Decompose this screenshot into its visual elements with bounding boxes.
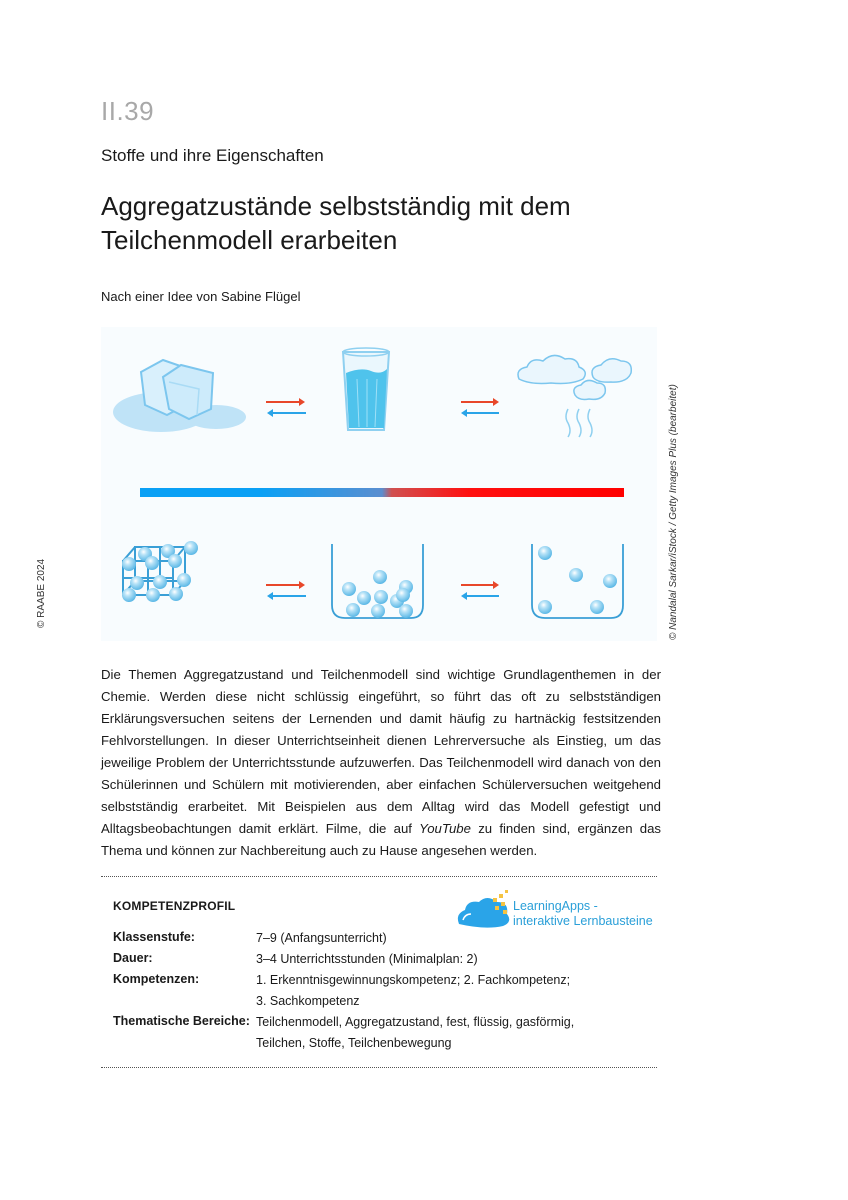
- row-value-klassenstufe: 7–9 (Anfangsunterricht): [256, 931, 387, 945]
- row-value-line: Teilchenmodell, Aggregatzustand, fest, flüssig, gasförmig,: [256, 1015, 575, 1029]
- row-value-line: 1. Erkenntnisgewinnungskompetenz; 2. Fachkompetenz;: [256, 973, 571, 987]
- title-line-2: Teilchenmodell erarbeiten: [101, 225, 398, 255]
- row-value-dauer: 3–4 Unterrichtsstunden (Minimalplan: 2): [256, 952, 478, 966]
- equilibrium-arrow-icon: [266, 581, 306, 600]
- intro-paragraph: [101, 664, 661, 862]
- image-credit: © Nandalal Sarkar/iStock / Getty Images Plus (bearbeitet): [668, 384, 679, 640]
- row-value-kompetenzen: [256, 970, 656, 1012]
- intro-emphasis: YouTube: [419, 821, 471, 836]
- row-label-dauer: Dauer:: [113, 951, 153, 965]
- row-value-line: 3. Sachkompetenz: [256, 994, 360, 1008]
- row-label-kompetenzen: Kompetenzen:: [113, 972, 200, 986]
- row-label-thematische-bereiche: Thematische Bereiche:: [113, 1014, 250, 1028]
- section-code: II.39: [101, 96, 155, 126]
- subject-heading: Stoffe und ihre Eigenschaften: [101, 146, 324, 165]
- states-of-matter-figure: [101, 327, 657, 641]
- intro-text-1: Die Themen Aggregatzustand und Teilchenmodell sind wichtige Grundlagenthemen in der Chemie. Werden diese nicht schlüssig eingeführt, so führt das oft zu selbstständigen Erklärungsversuchen seitens der Lernenden und damit häufig zu hartnäckig festsitzenden Fehlvorstellungen. In dieser Unterrichtseinheit dienen Lehrerversuche als Einstieg, um das jeweilige Problem der Unterrichtsstunde aufzuwerfen. Das Teilchenmodell wird danach von den Schülerinnen und Schülern mit motivierenden, aber einfachen Schülerversuchen weitgehend selbstständig erarbeitet. Mit Beispielen aus dem Alltag wird das Modell gefestigt und Alltagsbeobachtungen damit erklärt. Filme, die auf: [101, 667, 661, 836]
- ice-cubes-icon: [113, 360, 246, 432]
- solid-lattice-icon: [122, 541, 198, 602]
- profile-title: KOMPETENZPROFIL: [113, 899, 236, 913]
- copyright-note: © RAABE 2024: [36, 558, 47, 628]
- divider-top: [101, 876, 657, 877]
- equilibrium-arrow-icon: [266, 398, 306, 417]
- gas-beaker-icon: [532, 544, 623, 618]
- clouds-steam-icon: [518, 355, 631, 437]
- cloud-logo-icon: [455, 888, 515, 933]
- logo-text: [513, 899, 653, 929]
- equilibrium-arrow-icon: [461, 581, 499, 600]
- liquid-beaker-icon: [332, 544, 423, 618]
- glass-of-water-icon: [343, 348, 389, 430]
- title-line-1: Aggregatzustände selbstständig mit dem: [101, 191, 571, 221]
- row-value-thematische-bereiche: [256, 1012, 656, 1054]
- divider-bottom: [101, 1067, 657, 1068]
- intro-text-2: zu finden sind, ergänzen das Thema und können zur Nachbereitung auch zu Hause angesehen werden.: [101, 821, 661, 858]
- page-title: [101, 189, 661, 257]
- temperature-gradient-bar: [140, 488, 624, 497]
- logo-line-2: interaktive Lernbausteine: [513, 914, 653, 928]
- row-label-klassenstufe: Klassenstufe:: [113, 930, 195, 944]
- logo-line-1: LearningApps -: [513, 899, 598, 913]
- equilibrium-arrow-icon: [461, 398, 499, 417]
- author-credit: Nach einer Idee von Sabine Flügel: [101, 289, 301, 304]
- row-value-line: Teilchen, Stoffe, Teilchenbewegung: [256, 1036, 452, 1050]
